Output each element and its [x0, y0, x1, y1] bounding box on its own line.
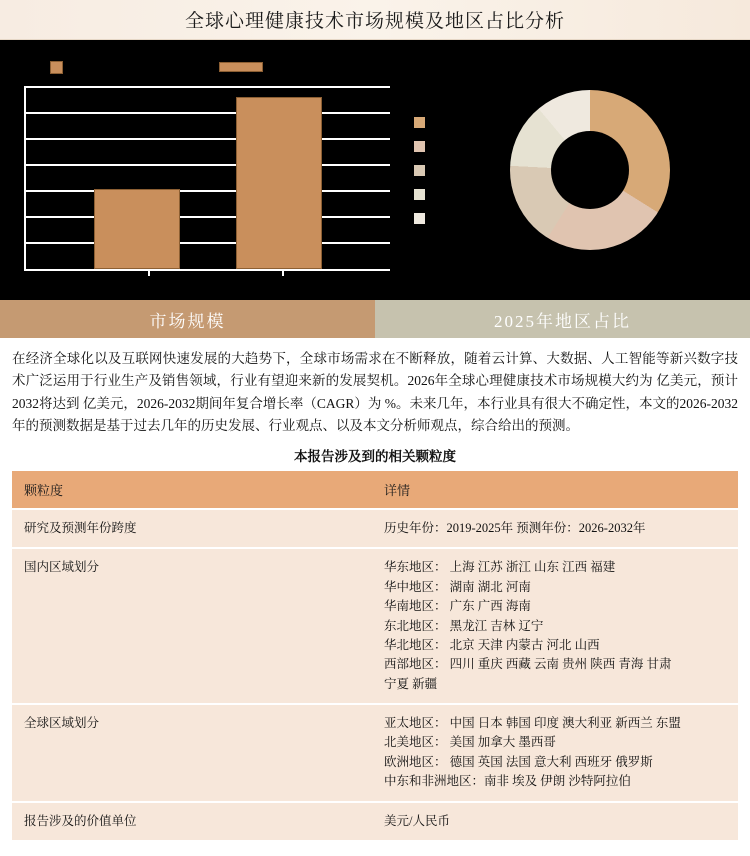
charts-panel	[0, 40, 750, 300]
table-row	[12, 802, 738, 841]
cell-granularity-detail	[372, 802, 738, 841]
detail-line: 北美地区： 美国 加拿大 墨西哥	[384, 735, 556, 750]
column-header-granularity: 颗粒度	[12, 471, 372, 509]
bar-series	[26, 86, 390, 269]
legend-item	[219, 62, 269, 72]
column-header-detail: 详情	[372, 471, 738, 509]
detail-line: 亚太地区： 中国 日本 韩国 印度 澳大利亚 新西兰 东盟	[384, 716, 681, 731]
tab-market-size[interactable]: 市场规模	[0, 300, 375, 338]
cell-granularity-name: 报告涉及的价值单位	[12, 802, 372, 841]
legend-swatch-icon	[414, 165, 425, 176]
detail-line: 历史年份：2019-2025年 预测年份：2026-2032年	[384, 521, 646, 536]
tab-region-share[interactable]: 2025年地区占比	[375, 300, 750, 338]
legend-item	[414, 213, 504, 224]
donut-chart-legend	[414, 117, 504, 224]
section-tabs	[0, 300, 750, 338]
donut-graphic	[510, 90, 670, 250]
bar-chart	[0, 40, 400, 300]
cell-granularity-detail	[372, 548, 738, 704]
table-row	[12, 509, 738, 548]
detail-line: 中东和非洲地区：南非 埃及 伊朗 沙特阿拉伯	[384, 774, 631, 789]
detail-line: 东北地区： 黑龙江 吉林 辽宁	[384, 618, 544, 633]
detail-line: 华南地区： 广东 广西 海南	[384, 599, 531, 614]
legend-swatch-icon	[414, 213, 425, 224]
legend-item	[414, 141, 504, 152]
legend-item	[414, 165, 504, 176]
legend-item	[50, 61, 69, 74]
legend-swatch-icon	[414, 141, 425, 152]
cell-granularity-name: 国内区域划分	[12, 548, 372, 704]
granularity-section-title: 本报告涉及到的相关颗粒度	[294, 449, 456, 465]
page-header	[0, 0, 750, 40]
x-tick	[282, 269, 284, 276]
legend-swatch-icon	[50, 61, 63, 74]
legend-item	[414, 189, 504, 200]
cell-granularity-name: 全球区域划分	[12, 704, 372, 802]
detail-line: 华北地区： 北京 天津 内蒙古 河北 山西	[384, 637, 600, 652]
donut-hole	[551, 131, 629, 209]
donut-chart	[400, 40, 750, 300]
bar-0	[94, 189, 180, 269]
legend-swatch-icon	[219, 62, 263, 72]
detail-line: 欧洲地区： 德国 英国 法国 意大利 西班牙 俄罗斯	[384, 754, 653, 769]
overview-paragraph: 在经济全球化以及互联网快速发展的大趋势下，全球市场需求在不断释放，随着云计算、大数据、人工智能等新兴数字技术广泛运用于行业生产及销售领域，行业有望迎来新的发展契机。2026年全球心理健康技术市场规模大约为 亿美元，预计2032将达到 亿美元，2026-2032期间年复合增长率（CAGR）为 %。未来几年，本行业具有很大不确定性，本文的2026-2032年的预测数据是基于过去几年的历史发展、行业观点、以及本文分析师观点，综合给出的预测。	[12, 351, 738, 433]
page-title: 全球心理健康技术市场规模及地区占比分析	[184, 11, 565, 32]
cell-granularity-detail	[372, 509, 738, 548]
detail-line: 宁夏 新疆	[384, 676, 438, 691]
legend-swatch-icon	[414, 189, 425, 200]
bar-chart-legend	[10, 52, 390, 82]
legend-item	[414, 117, 504, 128]
x-tick	[148, 269, 150, 276]
detail-line: 华中地区： 湖南 湖北 河南	[384, 579, 531, 594]
table-row	[12, 548, 738, 704]
legend-swatch-icon	[414, 117, 425, 128]
detail-line: 美元/人民币	[384, 813, 450, 828]
cell-granularity-name: 研究及预测年份跨度	[12, 509, 372, 548]
table-header-row	[12, 471, 738, 509]
detail-line: 西部地区： 四川 重庆 西藏 云南 贵州 陕西 青海 甘肃	[384, 657, 672, 672]
cell-granularity-detail	[372, 704, 738, 802]
bar-chart-plot-area	[24, 86, 390, 271]
body-section	[0, 338, 750, 465]
detail-line: 华东地区： 上海 江苏 浙江 山东 江西 福建	[384, 560, 616, 575]
granularity-table	[12, 471, 738, 842]
bar-1	[236, 97, 322, 269]
table-row	[12, 704, 738, 802]
